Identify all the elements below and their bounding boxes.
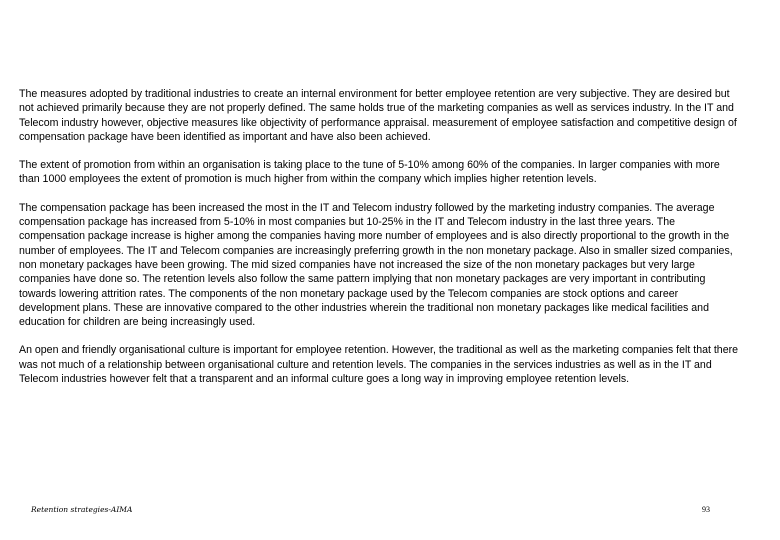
document-body [19,87,739,400]
paragraph-culture: An open and friendly organisational culture is important for employee retention. However, the traditional as well as the marketing companies felt that there was not much of a relationship between organisational culture and retention levels. The companies in the services industries as well as in the IT and Telecom industries however felt that a transparent and an informal culture goes a long way in improving employee retention levels. [19,344,739,386]
page-number: 93 [702,505,710,514]
footer-title: Retention strategies-AIMA [31,505,133,514]
paragraph-compensation: The compensation package has been increased the most in the IT and Telecom industry followed by the marketing industry companies. The average compensation package has increased from 5-10% in most companies but 10-25% in the IT and Telecom industry in the last three years. The compensation package increase is higher among the companies having more number of employees and is also directly proportional to the growth in the number of employees. The IT and Telecom companies are increasingly preferring growth in the non monetary package. Also in smaller sized companies, non monetary packages have been growing. The mid sized companies have not increased the size of the non monetary packages but very large companies have done so. The retention levels also follow the same pattern implying that non monetary packages are very important in contributing towards lowering attrition rates. The components of the non monetary package used by the Telecom companies are stock options and career development plans. These are innovative compared to the other industries wherein the traditional non monetary packages like medical facilities and education for children are being increasingly used. [19,201,733,329]
paragraph-promotion: The extent of promotion from within an organisation is taking place to the tune of 5-10% among 60% of the companies. In larger companies with more than 1000 employees the extent of promotion is much higher from within the company which implies higher retention levels. [19,159,720,186]
paragraph-employee-environment: The measures adopted by traditional industries to create an internal environment for better employee retention are very subjective. They are desired but not achieved primarily because they are not properly defined. The same holds true of the marketing companies as well as services industry. In the IT and Telecom industry however, objective measures like objectivity of performance appraisal. measurement of employee satisfaction and competitive design of compensation package have been identified as important and have also been achieved. [19,88,737,143]
